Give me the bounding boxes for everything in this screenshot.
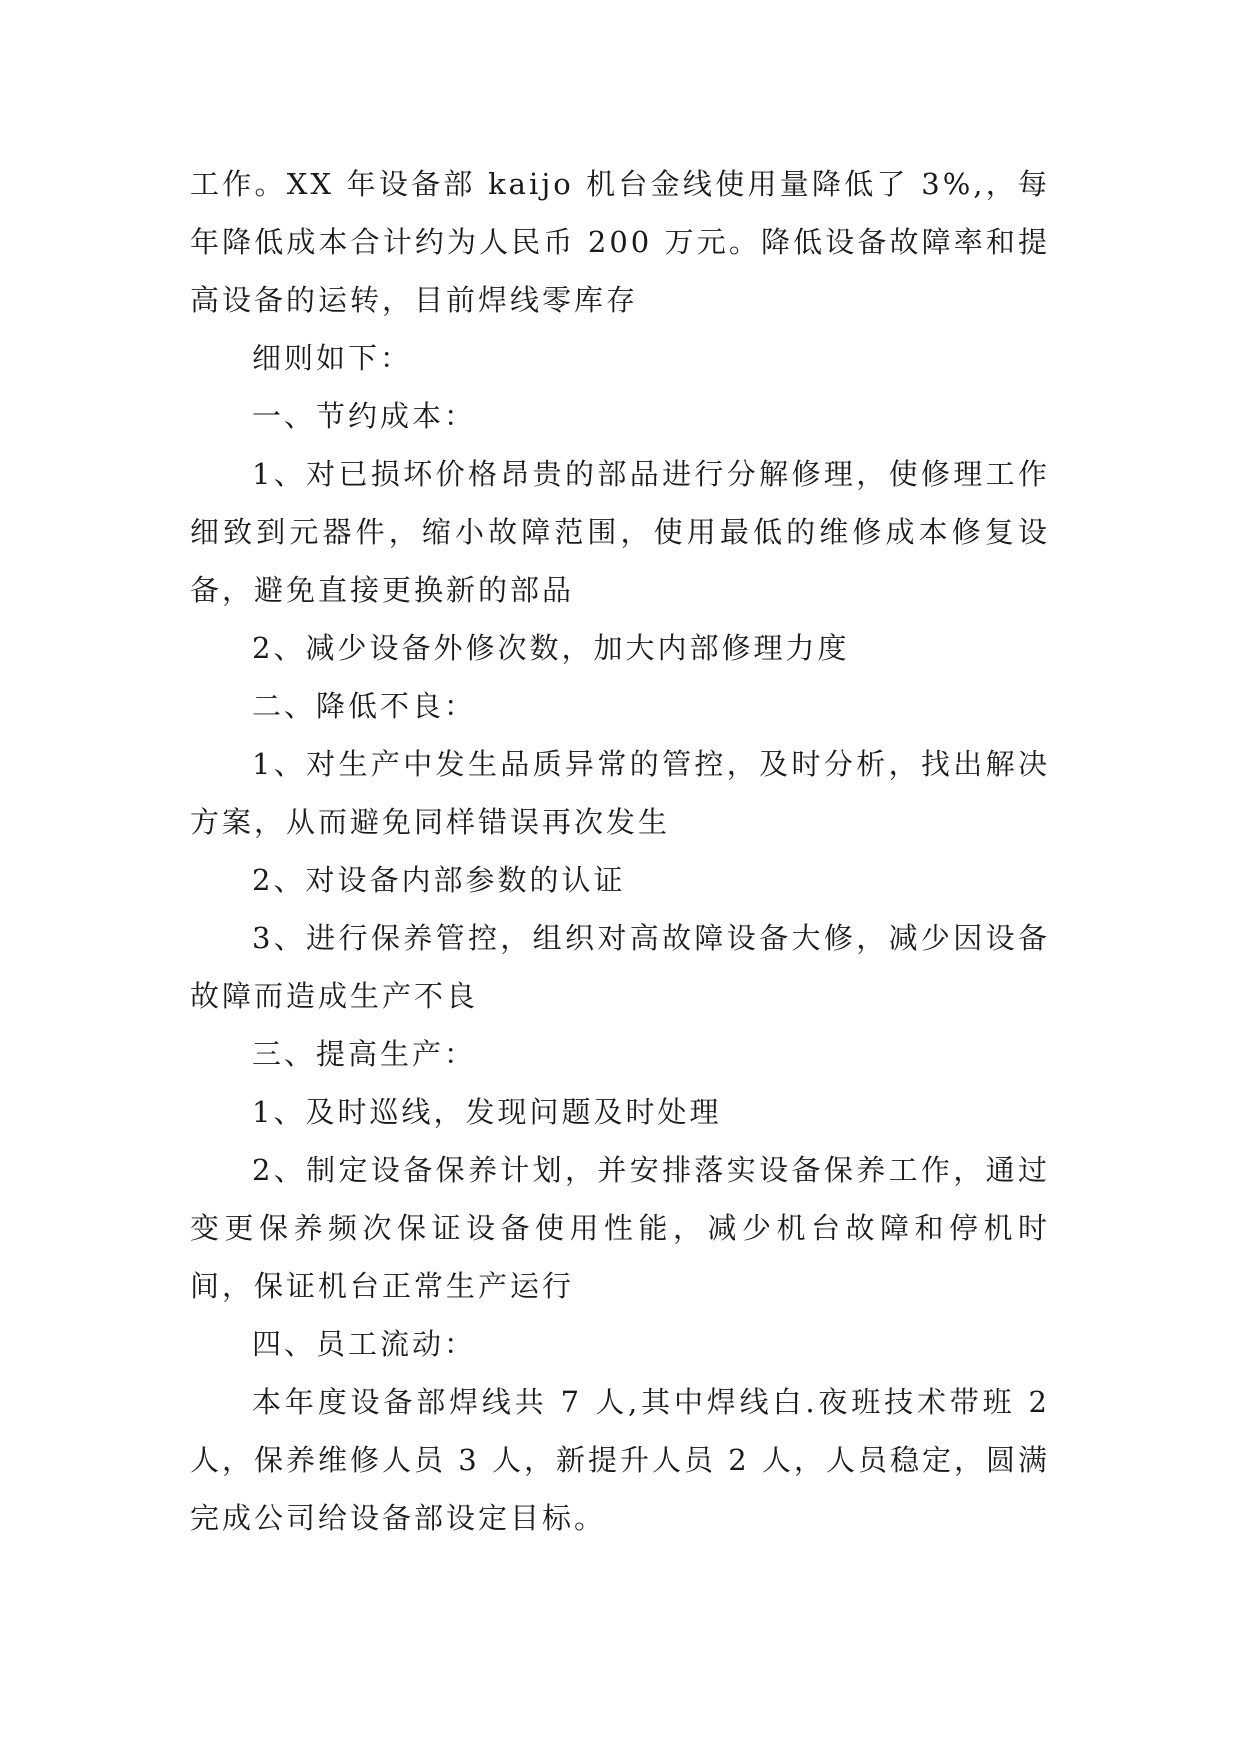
intro-paragraph: 工作。XX 年设备部 kaijo 机台金线使用量降低了 3%,，每年降低成本合计约为人民币 200 万元。降低设备故障率和提高设备的运转，目前焊线零库存 [190,167,1050,317]
section-heading-defects: 二、降低不良： [252,689,477,723]
cost-item-2: 2、减少设备外修次数，加大内部修理力度 [252,631,850,665]
production-item-2: 2、制定设备保养计划，并安排落实设备保养工作，通过变更保养频次保证设备使用性能，减少机台故障和停机时间，保证机台正常生产运行 [190,1153,1050,1303]
defects-item-1: 1、对生产中发生品质异常的管控，及时分析，找出解决方案，从而避免同样错误再次发生 [190,747,1050,839]
document-body [190,155,1050,1547]
section-heading-staff: 四、员工流动： [252,1327,477,1361]
production-item-1: 1、及时巡线，发现问题及时处理 [252,1095,722,1129]
section-heading-cost: 一、节约成本： [252,399,477,433]
details-heading: 细则如下： [252,341,413,375]
defects-item-3: 3、进行保养管控，组织对高故障设备大修，减少因设备故障而造成生产不良 [190,921,1050,1013]
staff-paragraph: 本年度设备部焊线共 7 人,其中焊线白.夜班技术带班 2 人，保养维修人员 3 人，新提升人员 2 人，人员稳定，圆满完成公司给设备部设定目标。 [190,1385,1050,1535]
section-heading-production: 三、提高生产： [252,1037,477,1071]
defects-item-2: 2、对设备内部参数的认证 [252,863,626,897]
cost-item-1: 1、对已损坏价格昂贵的部品进行分解修理，使修理工作细致到元器件，缩小故障范围，使用最低的维修成本修复设备，避免直接更换新的部品 [190,457,1050,607]
